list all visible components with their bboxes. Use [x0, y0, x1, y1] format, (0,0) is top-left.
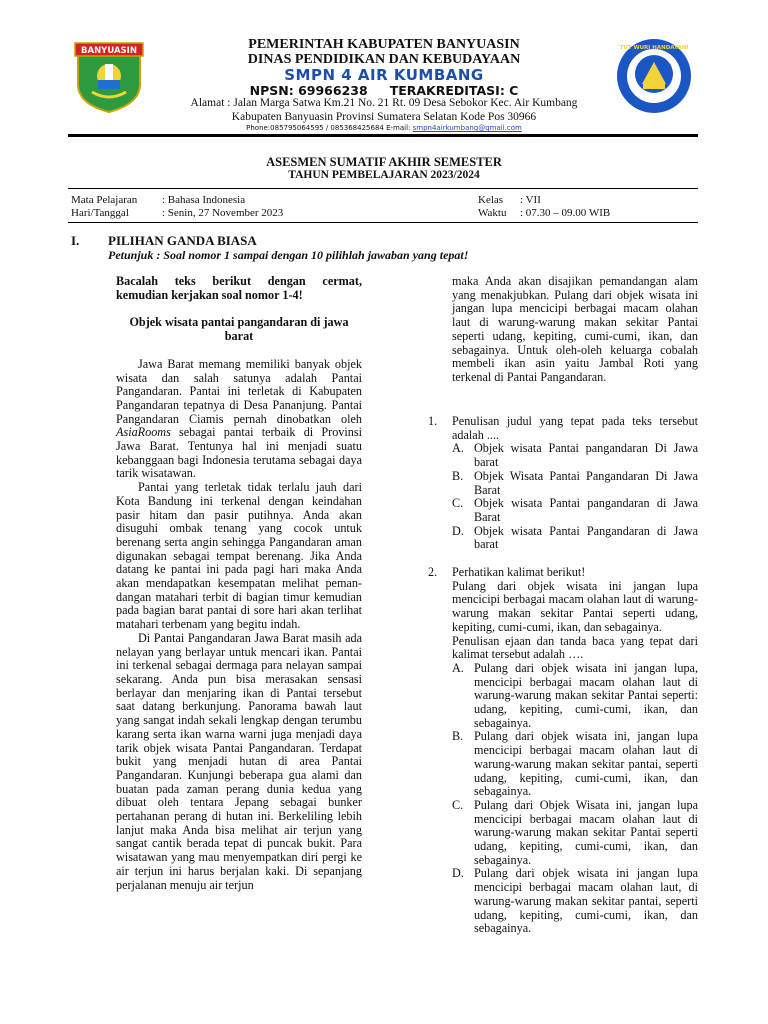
subject-value: : Bahasa Indonesia: [162, 194, 246, 206]
logo-right-text: TUT WURI HANDAYANI: [619, 45, 689, 51]
npsn: NPSN: 69966238: [249, 83, 368, 98]
question-stem-2: Penulisan ejaan dan tanda baca yang tepat dari kalimat tersebut adalah ….: [452, 633, 698, 662]
class-value: : VII: [520, 194, 541, 206]
time-value: : 07.30 – 09.00 WIB: [520, 207, 611, 219]
option-a[interactable]: A. Objek wisata Pantai pangandaran Di Jawa barat: [452, 441, 698, 470]
instruction: Petunjuk : Soal nomor 1 sampai dengan 10 pilihlah jawaban yang tepat!: [108, 248, 469, 262]
section-title: PILIHAN GANDA BIASA: [108, 233, 257, 248]
info-top-divider: [68, 188, 698, 189]
question-quote: Pulang dari objek wisata ini jangan lupa mencicipi berbagai macam olahan laut di warung-warung makan sekitar Pantai seperti udang, kepiting, cumi-cumi, ikan, dan sebagainya.: [452, 578, 698, 634]
question-1: [428, 415, 698, 552]
question-number: 2.: [428, 565, 438, 579]
exam-title: ASESMEN SUMATIF AKHIR SEMESTER: [266, 155, 502, 169]
question-stem: Penulisan judul yang tepat pada teks tersebut adalah ....: [452, 414, 698, 442]
government-name: PEMERINTAH KABUPATEN BANYUASIN: [248, 37, 520, 52]
section-heading: [71, 233, 257, 249]
address-line-2: Kabupaten Banyuasin Provinsi Sumatera Selatan Kode Pos 30966: [231, 111, 537, 123]
section-number: I.: [71, 233, 80, 248]
npsn-line: [0, 83, 768, 98]
date-label: Hari/Tanggal: [71, 207, 129, 219]
question-stem: Perhatikan kalimat berikut!: [452, 565, 586, 579]
info-bottom-divider: [68, 222, 698, 223]
option-b[interactable]: B. Pulang dari objek wisata ini, jangan lupa mencicipi berbagai macam olahan laut di warung-warung makan sekitar pantai, seperti udang, kepiting, cumi-cumi, ikan, dan sebagainya.: [452, 729, 698, 799]
question-number: 1.: [428, 414, 438, 428]
header-divider: [68, 134, 698, 137]
address-line-1: Alamat : Jalan Marga Satwa Km.21 No. 21 Rt. 09 Desa Sebokor Kec. Air Kumbang: [190, 97, 578, 109]
academic-year: TAHUN PEMBELAJARAN 2023/2024: [288, 169, 480, 181]
school-name: SMPN 4 AIR KUMBANG: [284, 66, 484, 84]
reading-paragraph-1: Jawa Barat memang memiliki banyak objek wisata dan salah satunya adalah Pantai Pangandaran. Pantai ini terletak di Kabupaten Pangandaran tepatnya di Desa Pananjung. Pantai Pangandaran Ciamis pernah dinobatkan oleh AsiaRooms sebagai pantai terbaik di Provinsi Jawa Barat. Tentunya hal ini menjadi suatu kebanggaan bagi Indonesia terutama sebagai daya tarik wisatawan.: [116, 356, 362, 481]
reading-paragraph-2: Pantai yang terletak tidak terlalu jauh dari Kota Bandung ini terkenal dengan keindahan pasir hitam dan pasir putihnya. Anda akan disuguhi ombak tenang yang cocok untuk berenang serta angin sehingga Pangandaran aman digunakan sebagai tempat berenang. Jika Anda datang ke pantai ini pada pagi hari maka Anda akan mendapatkan kesempatan melihat peman-dangan matahari terbit di bagian timur kemudian pada bagian barat pantai di sore hari akan terlihat matahari terbenam yang begitu indah.: [116, 480, 362, 632]
reading-paragraph-3: Di Pantai Pangandaran Jawa Barat masih ada nelayan yang berlayar untuk mencari ikan. Pantai ini terkenal sebagai dermaga para nelayan sampai sekarang. Anda pun bisa merasakan sensasi berlayar dan menjaring ikan di Pantai tersebut saat datang berkunjung. Panorama bawah laut yang sangat indah sekali lengkap dengan terumbu karang serta ikan warna warni juga menjadi daya tarik objek wisata Pantai Pangandaran. Terdapat bukit yang menjadi hutan di area Pantai Pangandaran. Kunjungi beberapa gua alami dan buatan pada zaman perang dunia kedua yang dibuat oleh tentara Jepang sebagai bunker pertahanan perang di hutan ini. Berkeliling lebih lanjut maka Anda bisa melihat air terjun yang sangat cantik berada tepat di puncak bukit. Para wisatawan yang mau menyempatkan diri pergi ke air terjun ini harus berjalan kaki. Di sepanjang perjalanan menuju air terjun: [116, 630, 362, 892]
date-value: : Senin, 27 November 2023: [162, 207, 284, 219]
department-name: DINAS PENDIDIKAN DAN KEBUDAYAAN: [247, 52, 521, 67]
option-c[interactable]: C. Objek wisata Pantai pangandaran di Jawa Barat: [452, 496, 698, 524]
reading-intro: Bacalah teks berikut dengan cermat, kemudian kerjakan soal nomor 1-4!: [116, 274, 362, 302]
option-d[interactable]: D. Pulang dari objek wisata ini jangan lupa mencicipi berbagai macam olahan laut, di warung-warung makan sekitar pantai, seperti udang, kepiting, cumi-cumi, ikan, dan sebagainya.: [452, 866, 698, 936]
option-d[interactable]: D. Objek wisata Pantai Pangandaran di Jawa barat: [452, 523, 698, 552]
question-2: [428, 566, 698, 936]
accreditation: TERAKREDITASI: C: [389, 83, 519, 98]
reading-title: Objek wisata pantai pangandaran di jawa barat: [129, 315, 349, 344]
phone: Phone:085795064595 / 085368425684 E-mail:: [246, 124, 413, 132]
option-a[interactable]: A. Pulang dari objek wisata ini jangan lupa, mencicipi berbagai macam olahan laut di warung-warung makan sekitar Pantai seperti: udang, kepiting, cumi-cumi, ikan, dan sebagainya.: [452, 660, 698, 730]
contact-line: [0, 124, 768, 132]
class-label: Kelas: [478, 194, 504, 206]
reading-column-left: [116, 275, 362, 892]
time-label: Waktu: [478, 207, 507, 219]
reading-continuation: [452, 275, 698, 385]
option-b[interactable]: B. Objek Wisata Pantai Pangandaran Di Jawa Barat: [452, 468, 698, 497]
logo-left-text: BANYUASIN: [81, 46, 137, 56]
option-c[interactable]: C. Pulang dari Objek Wisata ini, jangan lupa mencicipi berbagai macam olahan laut di warung-warung makan sekitar Pantai seperti udang, kepiting, cumi-cumi, ikan, dan sebagainya.: [452, 797, 698, 867]
reading-paragraph-3-continued: maka Anda akan disajikan pemandangan alam yang menakjubkan. Pulang dari objek wisata ini jangan lupa mencicipi berbagai macam olahan laut di warung-warung makan sekitar Pantai seperti udang, kepiting, cumi-cumi, ikan, dan sebagainya. Untuk oleh-oleh keluarga cobalah membeli ikan asin yaitu Jambal Roti yang terkenal di Pantai Pangandaran.: [452, 274, 698, 384]
subject-label: Mata Pelajaran: [71, 194, 138, 206]
email-link[interactable]: smpn4airkumbang@gmail.com: [412, 124, 522, 132]
